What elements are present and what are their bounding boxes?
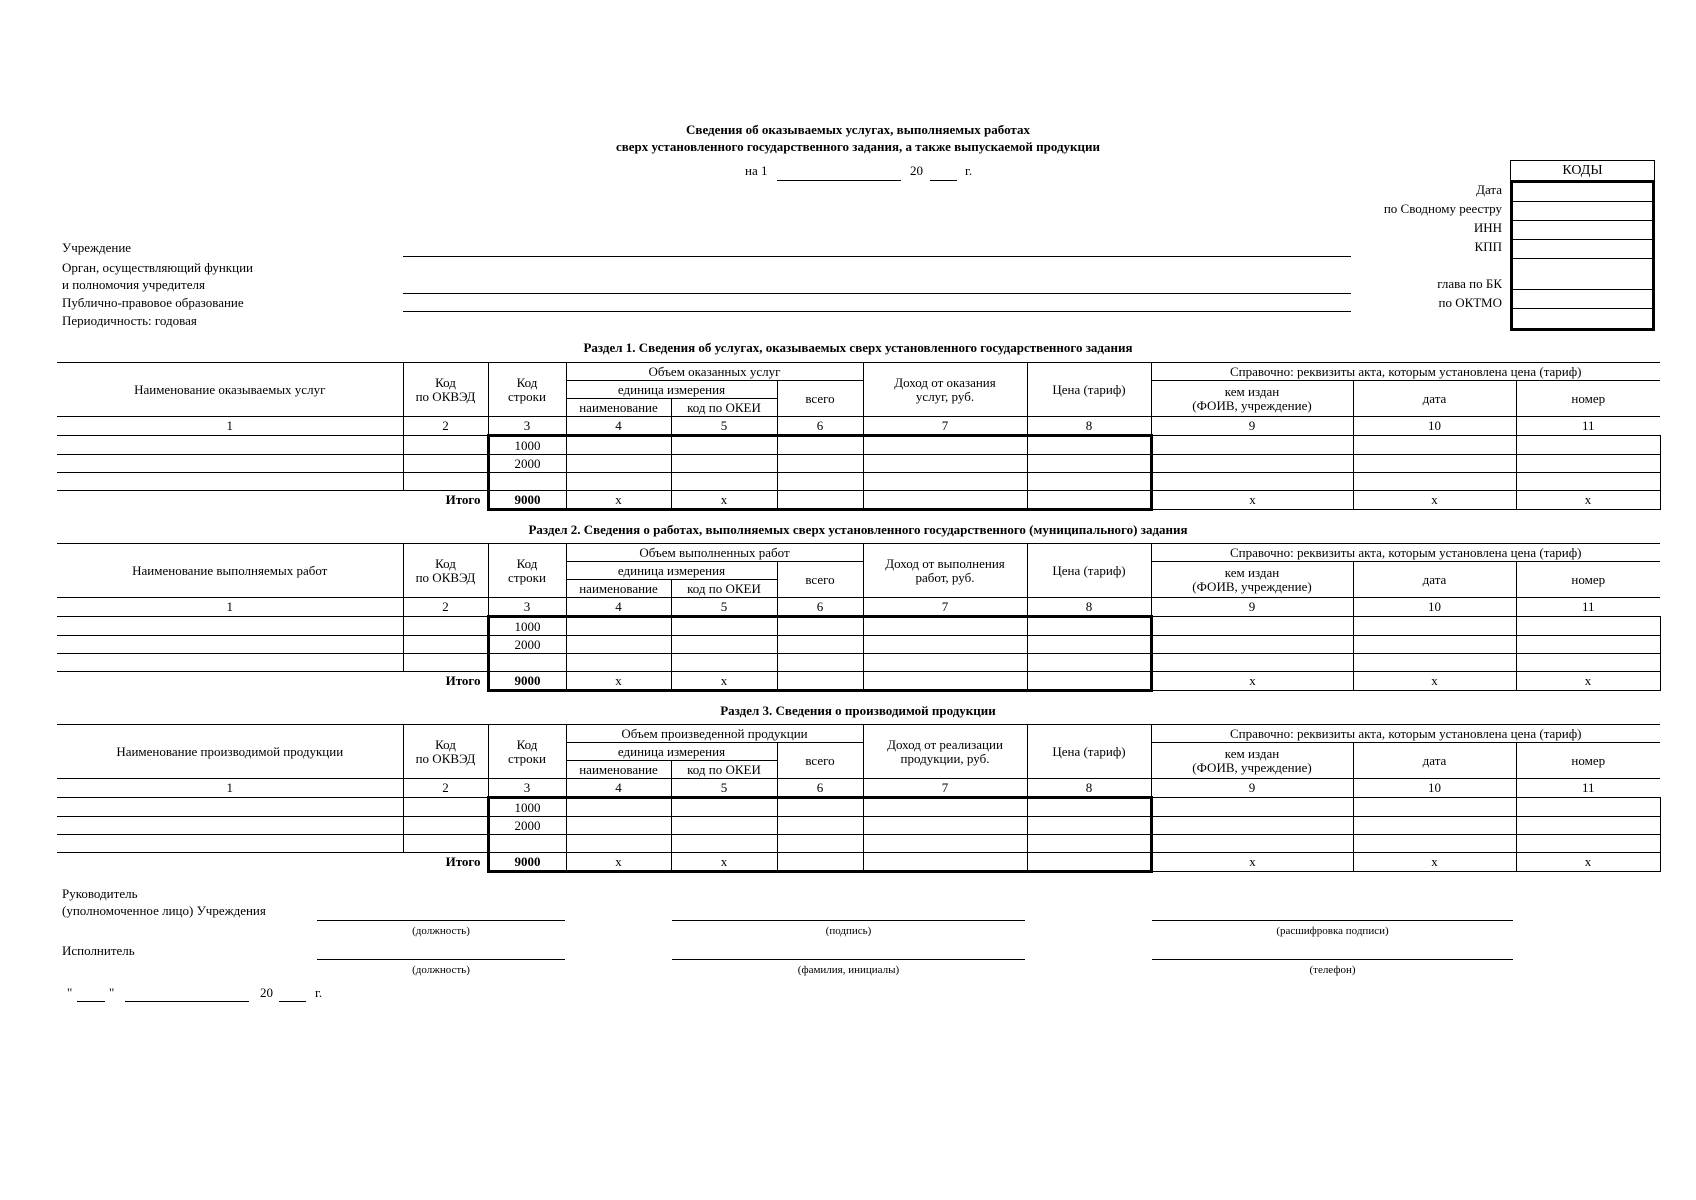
col-header-total: всего [777, 381, 863, 417]
label-position: (должность) [412, 925, 470, 937]
cell-issued-by[interactable] [1151, 654, 1353, 672]
column-numbers-row [57, 779, 1660, 798]
label-signature-decoding: (расшифровка подписи) [1276, 925, 1389, 937]
col-header-row-code: Код строки [488, 363, 566, 417]
cell-price[interactable] [1027, 455, 1151, 473]
table-row [57, 654, 1660, 672]
col-header-issued-by: кем издан (ФОИВ, учреждение) [1151, 743, 1353, 779]
section-3-title: Раздел 3. Сведения о производимой продукции [720, 703, 996, 718]
cell-total[interactable] [777, 455, 863, 473]
column-numbers-row [57, 598, 1660, 617]
cell-unit-name[interactable] [566, 455, 671, 473]
column-number: 7 [863, 598, 1027, 617]
cell-unit-code[interactable] [671, 835, 777, 853]
col-header-unit: единица измерения [566, 381, 777, 399]
total-label: Итого [57, 672, 488, 691]
col-header-date: дата [1353, 381, 1516, 417]
cell-row-code[interactable] [488, 835, 566, 853]
cell-price[interactable] [1027, 835, 1151, 853]
cell-name[interactable] [57, 473, 403, 491]
cell-okved[interactable] [403, 636, 488, 654]
cell-issued-by[interactable] [1151, 636, 1353, 654]
col-header-unit-name: наименование [566, 580, 671, 598]
sign-date-day-field[interactable] [77, 1001, 105, 1002]
cell-okved[interactable] [403, 835, 488, 853]
section-2-table [57, 543, 1661, 692]
total-code: 9000 [488, 672, 566, 691]
total-label: Итого [57, 853, 488, 872]
total-cell-total[interactable] [777, 672, 863, 691]
col-header-total: всего [777, 562, 863, 598]
total-x: x [671, 672, 777, 691]
cell-total[interactable] [777, 817, 863, 835]
cell-unit-code[interactable] [671, 636, 777, 654]
col-header-price: Цена (тариф) [1027, 725, 1151, 779]
cell-income[interactable] [863, 636, 1027, 654]
date-year-prefix: 20 [910, 163, 923, 178]
table-row [57, 473, 1660, 491]
cell-unit-code[interactable] [671, 455, 777, 473]
column-number: 4 [566, 417, 671, 436]
total-x: x [671, 853, 777, 872]
total-code: 9000 [488, 853, 566, 872]
cell-name[interactable] [57, 455, 403, 473]
cell-name[interactable] [57, 835, 403, 853]
cell-unit-code[interactable] [671, 473, 777, 491]
cell-price[interactable] [1027, 436, 1151, 455]
cell-name[interactable] [57, 617, 403, 636]
cell-unit-name[interactable] [566, 473, 671, 491]
form-title-line2: сверх установленного государственного задания, а также выпускаемой продукции [615, 139, 1101, 154]
column-number: 5 [671, 598, 777, 617]
label-periodicity: Периодичность: годовая [62, 313, 197, 328]
cell-price[interactable] [1027, 636, 1151, 654]
date-day-month-field[interactable] [777, 180, 901, 181]
label-institution: Учреждение [62, 240, 132, 255]
total-x: x [1516, 672, 1660, 691]
total-x: x [1151, 672, 1353, 691]
column-number: 11 [1516, 417, 1660, 436]
cell-row-code[interactable] [488, 654, 566, 672]
cell-issued-by[interactable] [1151, 798, 1353, 817]
head-label-1: Руководитель [62, 886, 138, 901]
table-row [57, 455, 1660, 473]
form-title-line1: Сведения об оказываемых услугах, выполняемых работах [686, 122, 1030, 137]
sign-year-suffix: г. [315, 985, 323, 1000]
col-header-okved: Код по ОКВЭД [403, 363, 488, 417]
column-number: 1 [57, 417, 403, 436]
column-number: 3 [488, 779, 566, 798]
column-number: 2 [403, 417, 488, 436]
code-registry-cell[interactable] [1513, 202, 1652, 221]
total-x: x [1516, 491, 1660, 510]
col-header-number: номер [1516, 743, 1660, 779]
executor-label: Исполнитель [62, 943, 135, 958]
date-suffix: г. [965, 163, 973, 178]
cell-row-code: 1000 [488, 798, 566, 817]
cell-number[interactable] [1516, 654, 1660, 672]
col-header-unit: единица измерения [566, 743, 777, 761]
codes-label-oktmo: по ОКТМО [1438, 295, 1502, 310]
cell-number[interactable] [1516, 436, 1660, 455]
total-x: x [566, 491, 671, 510]
code-extra-cell[interactable] [1513, 309, 1652, 328]
column-number: 4 [566, 779, 671, 798]
cell-unit-name[interactable] [566, 835, 671, 853]
cell-name[interactable] [57, 798, 403, 817]
codes-label-registry: по Сводному реестру [1383, 201, 1502, 216]
cell-total[interactable] [777, 473, 863, 491]
column-number: 6 [777, 779, 863, 798]
cell-price[interactable] [1027, 617, 1151, 636]
column-number: 8 [1027, 598, 1151, 617]
column-number: 4 [566, 598, 671, 617]
codes-title: КОДЫ [1510, 160, 1655, 180]
cell-row-code: 1000 [488, 617, 566, 636]
label-public-entity: Публично-правовое образование [62, 295, 244, 310]
cell-okved[interactable] [403, 455, 488, 473]
cell-price[interactable] [1027, 473, 1151, 491]
cell-name[interactable] [57, 436, 403, 455]
column-number: 6 [777, 417, 863, 436]
col-header-row-code: Код строки [488, 725, 566, 779]
total-x: x [1353, 853, 1516, 872]
section-3-table [57, 724, 1661, 873]
cell-name[interactable] [57, 636, 403, 654]
col-header-unit-code: код по ОКЕИ [671, 761, 777, 779]
table-row [57, 817, 1660, 835]
code-kpp-cell[interactable] [1513, 240, 1652, 259]
total-cell-income[interactable] [863, 491, 1027, 510]
label-signature: (подпись) [825, 925, 872, 937]
col-header-total: всего [777, 743, 863, 779]
total-cell-income[interactable] [863, 672, 1027, 691]
col-header-unit-name: наименование [566, 399, 671, 417]
col-header-income: Доход от выполнения работ, руб. [863, 544, 1027, 598]
head-signature-field[interactable] [672, 920, 1025, 921]
column-number: 11 [1516, 779, 1660, 798]
col-header-reference: Справочно: реквизиты акта, которым установлена цена (тариф) [1151, 363, 1660, 381]
section-1-table [57, 362, 1661, 511]
cell-number[interactable] [1516, 617, 1660, 636]
column-number: 5 [671, 417, 777, 436]
cell-row-code: 2000 [488, 455, 566, 473]
cell-unit-name[interactable] [566, 636, 671, 654]
col-header-issued-by: кем издан (ФОИВ, учреждение) [1151, 562, 1353, 598]
label-position: (должность) [412, 964, 470, 976]
cell-date[interactable] [1353, 473, 1516, 491]
column-number: 8 [1027, 779, 1151, 798]
column-number: 3 [488, 598, 566, 617]
total-cell-price[interactable] [1027, 491, 1151, 510]
col-header-date: дата [1353, 743, 1516, 779]
cell-okved[interactable] [403, 473, 488, 491]
section-2-title: Раздел 2. Сведения о работах, выполняемых сверх установленного государственного (муниципального) задания [528, 522, 1188, 537]
codes-label-kpp: КПП [1474, 239, 1502, 254]
col-header-price: Цена (тариф) [1027, 544, 1151, 598]
table-row [57, 636, 1660, 654]
date-quote-open: " [67, 985, 73, 1000]
codes-label-date: Дата [1476, 182, 1502, 197]
label-name-initials: (фамилия, инициалы) [797, 964, 900, 976]
col-header-number: номер [1516, 562, 1660, 598]
cell-date[interactable] [1353, 654, 1516, 672]
cell-income[interactable] [863, 473, 1027, 491]
column-number: 10 [1353, 779, 1516, 798]
total-row [57, 672, 1660, 691]
cell-issued-by[interactable] [1151, 617, 1353, 636]
cell-number[interactable] [1516, 817, 1660, 835]
cell-date[interactable] [1353, 835, 1516, 853]
cell-income[interactable] [863, 835, 1027, 853]
total-cell-price[interactable] [1027, 672, 1151, 691]
total-x: x [566, 672, 671, 691]
cell-okved[interactable] [403, 436, 488, 455]
column-number: 9 [1151, 417, 1353, 436]
head-signature-decoding-field[interactable] [1152, 920, 1513, 921]
column-number: 1 [57, 779, 403, 798]
cell-income[interactable] [863, 617, 1027, 636]
cell-date[interactable] [1353, 798, 1516, 817]
col-header-okved: Код по ОКВЭД [403, 544, 488, 598]
cell-total[interactable] [777, 436, 863, 455]
public-entity-field[interactable] [403, 311, 1351, 312]
col-header-reference: Справочно: реквизиты акта, которым установлена цена (тариф) [1151, 725, 1660, 743]
col-header-volume: Объем оказанных услуг [566, 363, 863, 381]
col-header-income: Доход от оказания услуг, руб. [863, 363, 1027, 417]
cell-okved[interactable] [403, 817, 488, 835]
cell-income[interactable] [863, 436, 1027, 455]
cell-unit-name[interactable] [566, 436, 671, 455]
cell-okved[interactable] [403, 798, 488, 817]
cell-income[interactable] [863, 654, 1027, 672]
cell-name[interactable] [57, 817, 403, 835]
cell-unit-code[interactable] [671, 654, 777, 672]
col-header-number: номер [1516, 381, 1660, 417]
codes-label-bk: глава по БК [1437, 276, 1502, 291]
total-x: x [671, 491, 777, 510]
cell-unit-name[interactable] [566, 798, 671, 817]
column-number: 3 [488, 417, 566, 436]
head-position-field[interactable] [317, 920, 565, 921]
code-date-cell[interactable] [1513, 183, 1652, 202]
date-year-field[interactable] [930, 180, 957, 181]
cell-issued-by[interactable] [1151, 436, 1353, 455]
total-x: x [1516, 853, 1660, 872]
total-cell-total[interactable] [777, 491, 863, 510]
cell-date[interactable] [1353, 617, 1516, 636]
cell-unit-code[interactable] [671, 817, 777, 835]
col-header-issued-by: кем издан (ФОИВ, учреждение) [1151, 381, 1353, 417]
table-row [57, 798, 1660, 817]
col-header-volume: Объем выполненных работ [566, 544, 863, 562]
cell-price[interactable] [1027, 654, 1151, 672]
column-number: 2 [403, 779, 488, 798]
column-number: 10 [1353, 598, 1516, 617]
cell-total[interactable] [777, 798, 863, 817]
total-x: x [1151, 853, 1353, 872]
total-x: x [1353, 491, 1516, 510]
col-header-unit-name: наименование [566, 761, 671, 779]
column-number: 8 [1027, 417, 1151, 436]
cell-date[interactable] [1353, 636, 1516, 654]
cell-total[interactable] [777, 636, 863, 654]
label-founder-2: и полномочия учредителя [62, 277, 205, 292]
institution-field[interactable] [403, 256, 1351, 257]
date-quote-close: " [109, 985, 115, 1000]
code-bk-cell[interactable] [1513, 259, 1652, 290]
date-prefix: на 1 [745, 163, 768, 178]
cell-income[interactable] [863, 455, 1027, 473]
col-header-name: Наименование производимой продукции [57, 725, 403, 779]
column-number: 9 [1151, 779, 1353, 798]
col-header-price: Цена (тариф) [1027, 363, 1151, 417]
codes-box [1510, 180, 1655, 331]
cell-date[interactable] [1353, 436, 1516, 455]
column-number: 6 [777, 598, 863, 617]
col-header-okved: Код по ОКВЭД [403, 725, 488, 779]
cell-number[interactable] [1516, 835, 1660, 853]
label-founder-1: Орган, осуществляющий функции [62, 260, 253, 275]
cell-okved[interactable] [403, 654, 488, 672]
col-header-date: дата [1353, 562, 1516, 598]
total-x: x [1151, 491, 1353, 510]
executor-name-field[interactable] [672, 959, 1025, 960]
column-number: 7 [863, 417, 1027, 436]
col-header-unit-code: код по ОКЕИ [671, 580, 777, 598]
total-cell-total[interactable] [777, 853, 863, 872]
table-row [57, 835, 1660, 853]
founder-field[interactable] [403, 293, 1351, 294]
cell-unit-code[interactable] [671, 436, 777, 455]
cell-row-code[interactable] [488, 473, 566, 491]
column-number: 5 [671, 779, 777, 798]
executor-phone-field[interactable] [1152, 959, 1513, 960]
codes-block [1510, 160, 1655, 331]
executor-position-field[interactable] [317, 959, 565, 960]
cell-okved[interactable] [403, 617, 488, 636]
cell-total[interactable] [777, 654, 863, 672]
total-x: x [566, 853, 671, 872]
column-number: 1 [57, 598, 403, 617]
section-1-title: Раздел 1. Сведения об услугах, оказываемых сверх установленного государственного задания [583, 340, 1133, 355]
col-header-reference: Справочно: реквизиты акта, которым установлена цена (тариф) [1151, 544, 1660, 562]
cell-name[interactable] [57, 654, 403, 672]
col-header-name: Наименование выполняемых работ [57, 544, 403, 598]
codes-label-inn: ИНН [1473, 220, 1502, 235]
cell-unit-name[interactable] [566, 654, 671, 672]
col-header-unit: единица измерения [566, 562, 777, 580]
total-cell-price[interactable] [1027, 853, 1151, 872]
code-inn-cell[interactable] [1513, 221, 1652, 240]
cell-issued-by[interactable] [1151, 817, 1353, 835]
cell-issued-by[interactable] [1151, 455, 1353, 473]
cell-unit-code[interactable] [671, 617, 777, 636]
cell-number[interactable] [1516, 473, 1660, 491]
col-header-row-code: Код строки [488, 544, 566, 598]
cell-issued-by[interactable] [1151, 835, 1353, 853]
sign-date-year-field[interactable] [279, 1001, 306, 1002]
table-row [57, 617, 1660, 636]
col-header-unit-code: код по ОКЕИ [671, 399, 777, 417]
cell-row-code: 1000 [488, 436, 566, 455]
cell-income[interactable] [863, 817, 1027, 835]
table-row [57, 436, 1660, 455]
column-numbers-row [57, 417, 1660, 436]
column-number: 10 [1353, 417, 1516, 436]
total-x: x [1353, 672, 1516, 691]
cell-date[interactable] [1353, 455, 1516, 473]
cell-total[interactable] [777, 835, 863, 853]
column-number: 9 [1151, 598, 1353, 617]
cell-number[interactable] [1516, 636, 1660, 654]
column-number: 11 [1516, 598, 1660, 617]
col-header-income: Доход от реализации продукции, руб. [863, 725, 1027, 779]
sign-date-month-field[interactable] [125, 1001, 249, 1002]
cell-number[interactable] [1516, 798, 1660, 817]
cell-row-code: 2000 [488, 636, 566, 654]
column-number: 2 [403, 598, 488, 617]
code-oktmo-cell[interactable] [1513, 290, 1652, 309]
cell-date[interactable] [1353, 817, 1516, 835]
total-row [57, 853, 1660, 872]
cell-price[interactable] [1027, 817, 1151, 835]
cell-income[interactable] [863, 798, 1027, 817]
col-header-volume: Объем произведенной продукции [566, 725, 863, 743]
cell-row-code: 2000 [488, 817, 566, 835]
col-header-name: Наименование оказываемых услуг [57, 363, 403, 417]
total-label: Итого [57, 491, 488, 510]
head-label-2: (уполномоченное лицо) Учреждения [62, 903, 266, 918]
cell-price[interactable] [1027, 798, 1151, 817]
total-row [57, 491, 1660, 510]
total-code: 9000 [488, 491, 566, 510]
cell-unit-code[interactable] [671, 798, 777, 817]
cell-total[interactable] [777, 617, 863, 636]
label-phone: (телефон) [1309, 964, 1356, 976]
column-number: 7 [863, 779, 1027, 798]
cell-unit-name[interactable] [566, 617, 671, 636]
total-cell-income[interactable] [863, 853, 1027, 872]
cell-issued-by[interactable] [1151, 473, 1353, 491]
cell-number[interactable] [1516, 455, 1660, 473]
sign-year-prefix: 20 [260, 985, 273, 1000]
cell-unit-name[interactable] [566, 817, 671, 835]
